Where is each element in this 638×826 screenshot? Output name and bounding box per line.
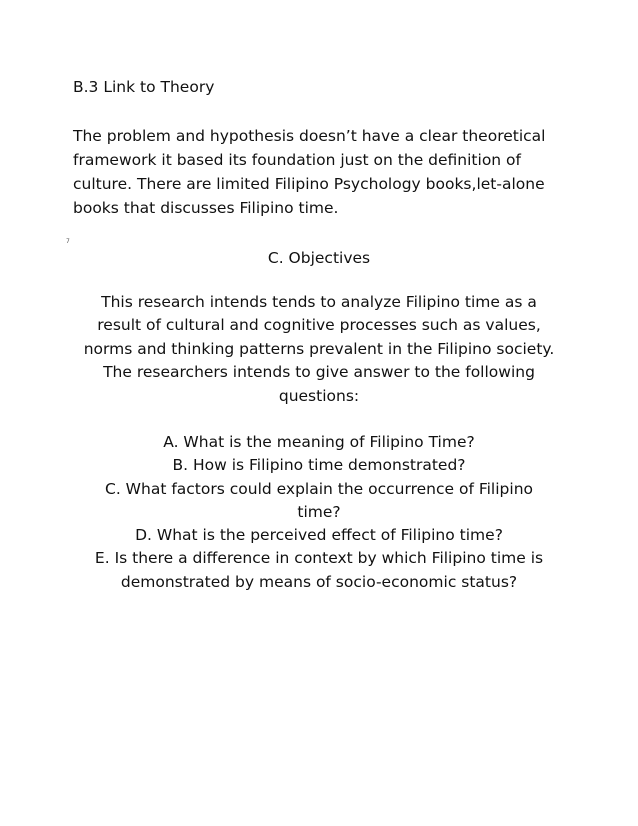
- paragraph-line: culture. There are limited Filipino Psychology books,let-alone: [73, 175, 545, 193]
- question-item-continuation: demonstrated by means of socio-economic status?: [120, 572, 518, 591]
- objective-line: The researchers intends to give answer to the following: [103, 363, 535, 382]
- question-item: D. What is the perceived effect of Filipino time?: [135, 526, 503, 545]
- section-heading-link-to-theory: B.3 Link to Theory: [73, 78, 215, 96]
- paragraph-line: The problem and hypothesis doesn’t have a clear theoretical: [73, 127, 546, 145]
- paragraph-line: framework it based its foundation just on the definition of: [73, 151, 521, 169]
- theory-paragraph: [73, 124, 573, 220]
- question-item: A. What is the meaning of Filipino Time?: [163, 433, 475, 451]
- objectives-paragraph: [0, 291, 638, 408]
- objective-line: This research intends tends to analyze Filipino time as a: [101, 293, 537, 311]
- objective-line: questions:: [278, 386, 360, 405]
- objective-line: norms and thinking patterns prevalent in the Filipino society.: [83, 339, 555, 358]
- question-item: E. Is there a difference in context by which Filipino time is: [94, 549, 544, 568]
- question-item-continuation: time?: [297, 502, 341, 521]
- research-questions-list: [0, 431, 638, 594]
- paragraph-line: books that discusses Filipino time.: [73, 199, 339, 217]
- question-item: C. What factors could explain the occurrence of Filipino: [105, 479, 533, 498]
- section-heading-objectives: C. Objectives: [267, 249, 371, 267]
- objective-line: result of cultural and cognitive processes such as values,: [97, 316, 541, 335]
- page-mark: 7: [66, 238, 70, 245]
- question-item: B. How is Filipino time demonstrated?: [172, 456, 466, 475]
